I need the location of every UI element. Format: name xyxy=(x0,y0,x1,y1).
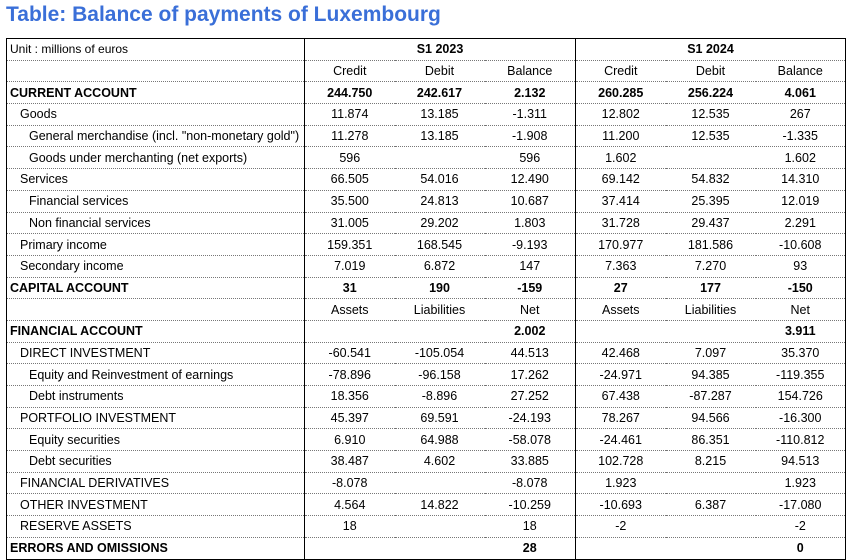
value-cell: 4.061 xyxy=(756,82,846,104)
value-cell: 4.602 xyxy=(395,451,485,473)
table-row xyxy=(7,429,846,451)
value-cell: 14.310 xyxy=(756,169,846,191)
value-cell: 54.832 xyxy=(666,169,756,191)
value-cell: 154.726 xyxy=(756,386,846,408)
value-cell: 7.097 xyxy=(666,342,756,364)
value-cell: 11.278 xyxy=(305,125,395,147)
column-header: Assets xyxy=(576,299,666,321)
row-label: RESERVE ASSETS xyxy=(7,516,305,538)
value-cell: 67.438 xyxy=(576,386,666,408)
value-cell: -16.300 xyxy=(756,407,846,429)
table-row xyxy=(7,386,846,408)
value-cell: 13.185 xyxy=(395,104,485,126)
value-cell: 13.185 xyxy=(395,125,485,147)
table-row xyxy=(7,407,846,429)
value-cell: -1.908 xyxy=(485,125,576,147)
row-label: CAPITAL ACCOUNT xyxy=(7,277,305,299)
value-cell xyxy=(305,320,395,342)
value-cell: 31.728 xyxy=(576,212,666,234)
value-cell xyxy=(305,537,395,559)
table-row xyxy=(7,82,846,104)
value-cell: 177 xyxy=(666,277,756,299)
value-cell: -8.078 xyxy=(305,472,395,494)
value-cell: -58.078 xyxy=(485,429,576,451)
value-cell: 69.142 xyxy=(576,169,666,191)
column-header: Credit xyxy=(576,60,666,82)
table-row xyxy=(7,125,846,147)
value-cell: 12.802 xyxy=(576,104,666,126)
value-cell: 242.617 xyxy=(395,82,485,104)
row-label: Debt securities xyxy=(7,451,305,473)
value-cell: 12.019 xyxy=(756,190,846,212)
period-header-row xyxy=(7,39,846,61)
value-cell: 38.487 xyxy=(305,451,395,473)
empty-label-cell xyxy=(7,299,305,321)
value-cell: 7.363 xyxy=(576,255,666,277)
column-header: Net xyxy=(756,299,846,321)
row-label: FINANCIAL DERIVATIVES xyxy=(7,472,305,494)
value-cell: 24.813 xyxy=(395,190,485,212)
value-cell: 25.395 xyxy=(666,190,756,212)
value-cell: 596 xyxy=(305,147,395,169)
table-row xyxy=(7,277,846,299)
page-title: Table: Balance of payments of Luxembourg xyxy=(6,3,441,26)
table-body xyxy=(7,39,846,560)
value-cell: -9.193 xyxy=(485,234,576,256)
value-cell: 6.872 xyxy=(395,255,485,277)
value-cell: 3.911 xyxy=(756,320,846,342)
value-cell: -17.080 xyxy=(756,494,846,516)
table-row xyxy=(7,516,846,538)
empty-label-cell xyxy=(7,60,305,82)
row-label: Primary income xyxy=(7,234,305,256)
value-cell: 94.385 xyxy=(666,364,756,386)
value-cell: 1.803 xyxy=(485,212,576,234)
row-label: Equity and Reinvestment of earnings xyxy=(7,364,305,386)
value-cell: 69.591 xyxy=(395,407,485,429)
value-cell: 11.200 xyxy=(576,125,666,147)
value-cell: 33.885 xyxy=(485,451,576,473)
table-row xyxy=(7,472,846,494)
value-cell: 31 xyxy=(305,277,395,299)
value-cell: 94.566 xyxy=(666,407,756,429)
value-cell: 159.351 xyxy=(305,234,395,256)
value-cell: -105.054 xyxy=(395,342,485,364)
value-cell: 10.687 xyxy=(485,190,576,212)
value-cell: 2.002 xyxy=(485,320,576,342)
value-cell: 1.923 xyxy=(756,472,846,494)
value-cell: -87.287 xyxy=(666,386,756,408)
row-label: General merchandise (incl. "non-monetary gold") xyxy=(7,125,305,147)
value-cell: 18.356 xyxy=(305,386,395,408)
value-cell: 28 xyxy=(485,537,576,559)
value-cell: 12.535 xyxy=(666,104,756,126)
column-header: Balance xyxy=(756,60,846,82)
row-label: Debt instruments xyxy=(7,386,305,408)
value-cell: -2 xyxy=(576,516,666,538)
table-row xyxy=(7,494,846,516)
value-cell: 181.586 xyxy=(666,234,756,256)
value-cell: 260.285 xyxy=(576,82,666,104)
value-cell: 35.370 xyxy=(756,342,846,364)
value-cell: 11.874 xyxy=(305,104,395,126)
value-cell: 2.291 xyxy=(756,212,846,234)
value-cell xyxy=(395,516,485,538)
value-cell: 1.602 xyxy=(756,147,846,169)
value-cell: 66.505 xyxy=(305,169,395,191)
value-cell: -110.812 xyxy=(756,429,846,451)
table-row xyxy=(7,190,846,212)
row-label: FINANCIAL ACCOUNT xyxy=(7,320,305,342)
value-cell: 37.414 xyxy=(576,190,666,212)
value-cell: 29.202 xyxy=(395,212,485,234)
row-label: Non financial services xyxy=(7,212,305,234)
value-cell: 1.923 xyxy=(576,472,666,494)
value-cell: -1.335 xyxy=(756,125,846,147)
value-cell: -10.608 xyxy=(756,234,846,256)
value-cell: 6.387 xyxy=(666,494,756,516)
row-label: Goods under merchanting (net exports) xyxy=(7,147,305,169)
value-cell: 256.224 xyxy=(666,82,756,104)
value-cell xyxy=(666,537,756,559)
value-cell: 190 xyxy=(395,277,485,299)
row-label: CURRENT ACCOUNT xyxy=(7,82,305,104)
value-cell: 6.910 xyxy=(305,429,395,451)
value-cell: 27 xyxy=(576,277,666,299)
value-cell: 29.437 xyxy=(666,212,756,234)
row-label: Secondary income xyxy=(7,255,305,277)
table-row xyxy=(7,255,846,277)
value-cell: -24.193 xyxy=(485,407,576,429)
value-cell: 27.252 xyxy=(485,386,576,408)
value-cell: 170.977 xyxy=(576,234,666,256)
column-header: Assets xyxy=(305,299,395,321)
table-row xyxy=(7,104,846,126)
value-cell: 17.262 xyxy=(485,364,576,386)
value-cell xyxy=(576,320,666,342)
value-cell: 0 xyxy=(756,537,846,559)
column-header: Credit xyxy=(305,60,395,82)
value-cell: 102.728 xyxy=(576,451,666,473)
value-cell: -8.896 xyxy=(395,386,485,408)
table-row xyxy=(7,169,846,191)
table-row xyxy=(7,342,846,364)
value-cell: -60.541 xyxy=(305,342,395,364)
value-cell: -159 xyxy=(485,277,576,299)
value-cell: 12.535 xyxy=(666,125,756,147)
value-cell: 168.545 xyxy=(395,234,485,256)
row-label: OTHER INVESTMENT xyxy=(7,494,305,516)
value-cell xyxy=(666,147,756,169)
value-cell: 147 xyxy=(485,255,576,277)
row-label: PORTFOLIO INVESTMENT xyxy=(7,407,305,429)
column-header: Debit xyxy=(666,60,756,82)
column-header-row xyxy=(7,60,846,82)
value-cell: 78.267 xyxy=(576,407,666,429)
value-cell: 8.215 xyxy=(666,451,756,473)
row-label: Goods xyxy=(7,104,305,126)
table-row xyxy=(7,364,846,386)
column-header: Liabilities xyxy=(666,299,756,321)
table-row xyxy=(7,451,846,473)
value-cell: 86.351 xyxy=(666,429,756,451)
value-cell: -24.971 xyxy=(576,364,666,386)
value-cell: 94.513 xyxy=(756,451,846,473)
value-cell: -96.158 xyxy=(395,364,485,386)
table-row xyxy=(7,212,846,234)
value-cell: 44.513 xyxy=(485,342,576,364)
value-cell: 35.500 xyxy=(305,190,395,212)
value-cell xyxy=(395,147,485,169)
table-row xyxy=(7,320,846,342)
value-cell: 244.750 xyxy=(305,82,395,104)
row-label: DIRECT INVESTMENT xyxy=(7,342,305,364)
value-cell: -2 xyxy=(756,516,846,538)
value-cell xyxy=(666,472,756,494)
table-row xyxy=(7,147,846,169)
value-cell xyxy=(395,320,485,342)
value-cell: 54.016 xyxy=(395,169,485,191)
value-cell: 596 xyxy=(485,147,576,169)
value-cell: 14.822 xyxy=(395,494,485,516)
row-label: ERRORS AND OMISSIONS xyxy=(7,537,305,559)
value-cell: -8.078 xyxy=(485,472,576,494)
value-cell xyxy=(576,537,666,559)
table-row xyxy=(7,234,846,256)
value-cell: 64.988 xyxy=(395,429,485,451)
value-cell: 31.005 xyxy=(305,212,395,234)
value-cell: -24.461 xyxy=(576,429,666,451)
value-cell: 12.490 xyxy=(485,169,576,191)
period-header-s1-2024: S1 2024 xyxy=(576,39,846,61)
value-cell: -78.896 xyxy=(305,364,395,386)
column-header: Balance xyxy=(485,60,576,82)
value-cell: 7.019 xyxy=(305,255,395,277)
value-cell xyxy=(395,472,485,494)
row-label: Financial services xyxy=(7,190,305,212)
period-header-s1-2023: S1 2023 xyxy=(305,39,576,61)
column-header-row xyxy=(7,299,846,321)
value-cell: 4.564 xyxy=(305,494,395,516)
value-cell: -10.259 xyxy=(485,494,576,516)
value-cell: 267 xyxy=(756,104,846,126)
value-cell xyxy=(666,516,756,538)
table-row xyxy=(7,537,846,559)
unit-label: Unit : millions of euros xyxy=(7,39,305,61)
column-header: Liabilities xyxy=(395,299,485,321)
value-cell: 45.397 xyxy=(305,407,395,429)
value-cell: 2.132 xyxy=(485,82,576,104)
row-label: Services xyxy=(7,169,305,191)
value-cell: -1.311 xyxy=(485,104,576,126)
value-cell: 1.602 xyxy=(576,147,666,169)
value-cell: 18 xyxy=(485,516,576,538)
value-cell: 7.270 xyxy=(666,255,756,277)
value-cell xyxy=(395,537,485,559)
value-cell: 93 xyxy=(756,255,846,277)
value-cell: -119.355 xyxy=(756,364,846,386)
value-cell: 42.468 xyxy=(576,342,666,364)
value-cell: -150 xyxy=(756,277,846,299)
row-label: Equity securities xyxy=(7,429,305,451)
value-cell xyxy=(666,320,756,342)
column-header: Net xyxy=(485,299,576,321)
column-header: Debit xyxy=(395,60,485,82)
balance-of-payments-table xyxy=(6,38,846,560)
value-cell: 18 xyxy=(305,516,395,538)
value-cell: -10.693 xyxy=(576,494,666,516)
